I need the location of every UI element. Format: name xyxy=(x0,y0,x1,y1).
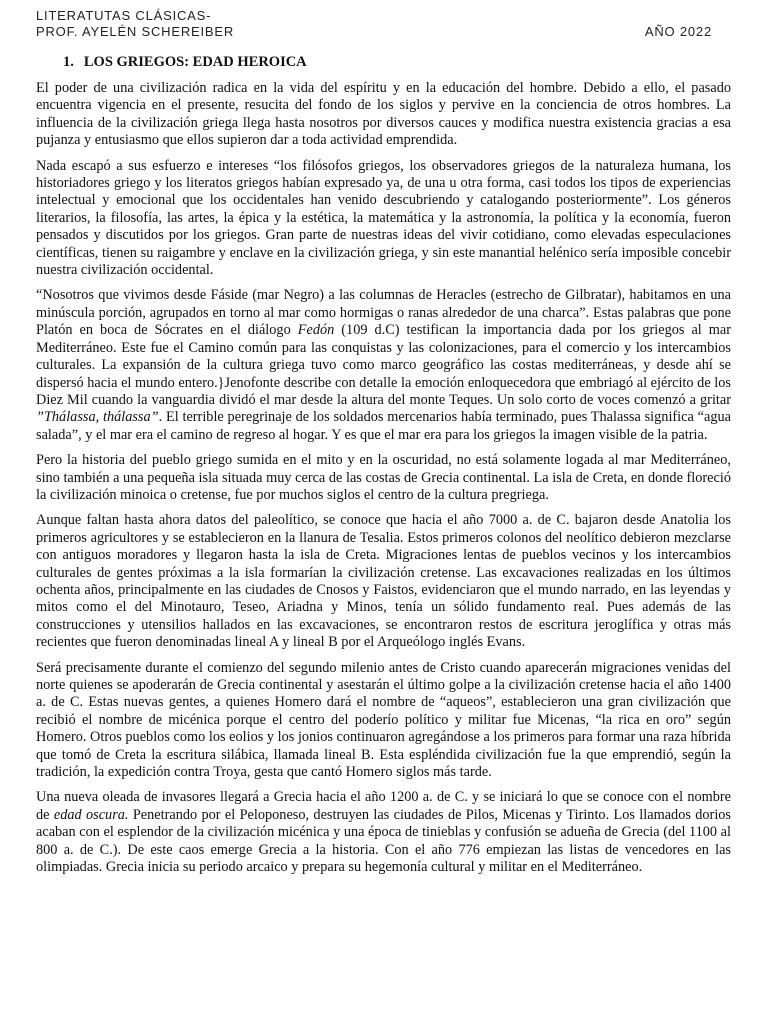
teacher-name: PROF. AYELÉN SCHEREIBER xyxy=(36,24,235,39)
course-title: LITERATUTAS CLÁSICAS- xyxy=(36,8,212,23)
paragraph-7-part-a: Una nueva oleada de invasores llegará a Grecia hacia el año 1200 a. de C. y se iniciará lo que se conoce con el nombre de xyxy=(36,789,731,823)
section-title: LOS GRIEGOS: EDAD HEROICA xyxy=(83,54,307,70)
paragraph-7 xyxy=(36,789,731,876)
paragraph-3-part-a: “Nosotros que vivimos desde Fáside (mar Negro) a las columnas de Heracles (estrecho de Gilbratar), habitamos en una minúscula porción, agrupados en torno al mar como hormigas o ranas alrededor de una charca”. Estas palabras que pone Platón en boca de Sócrates en el diálogo xyxy=(36,287,731,339)
paragraph-5: Aunque faltan hasta ahora datos del paleolítico, se conoce que hacia el año 7000 a. de C. bajaron desde Anatolia los primeros agricultores y se establecieron en la llanura de Tesalia. Estos primeros colonos del neolítico debieron mezclarse con antiguos moradores y llegaron hasta la isla de Creta. Migraciones lentas de pueblos vecinos y los intercambios culturales de gentes próximas a la isla formarían la civilización cretense. Las excavaciones realizadas en los últimos ochenta años, principalmente en las ciudades de Cnosos y Faistos, evidenciaron que el mundo narrado, en las leyendas y mitos como el del Minotauro, Teseo, Ariadna y Minos, tenía un sólido fundamento real. Pues además de las construcciones y utensilios hallados en las excavaciones, se encontraron restos de escritura jeroglífica y otras más recientes que fueron denominadas lineal A y lineal B por el Arqueólogo inglés Evans. xyxy=(36,512,731,651)
thalassa-quote: ”Thálassa, thálassa” xyxy=(36,409,159,426)
paragraph-4: Pero la historia del pueblo griego sumida en el mito y en la oscuridad, no está solamente logada al mar Mediterráneo, sino también a una pequeña isla situada muy cerca de las costas de Grecia continental. La isla de Creta, en donde floreció la civilización minoica o cretense, fue por muchos siglos el centro de la cultura pregriega. xyxy=(36,452,731,503)
paragraph-2: Nada escapó a sus esfuerzo e intereses “los filósofos griegos, los observadores griegos de la naturaleza humana, los historiadores griego y los literatos griegos habían expresado ya, de una u otra forma, casi todos los tipos de experiencias intelectual y emocional que los occidentales han venido descubriendo y catalogando posteriormente”. Los géneros literarios, la filosofía, las artes, la épica y la estética, la matemática y la astronomía, la política y la economía, fueron pensados y discutidos por los griegos. Gran parte de nuestras ideas del vivir cotidiano, como elevadas especulaciones científicas, tienen su raigambre y enclave en la civilización griega, y sin este manantial helénico sería imposible concebir nuestra civilización occidental. xyxy=(36,157,731,279)
header-row xyxy=(36,24,712,40)
document-header xyxy=(36,8,712,40)
paragraph-3 xyxy=(36,287,731,444)
section-number: 1. xyxy=(63,54,74,70)
paragraph-1: El poder de una civilización radica en la vida del espíritu y en la educación del hombre. Debido a ello, el pasado encuentra vigencia en el presente, resucita del fondo de los siglos y pervive en la conciencia de otros hombres. La influencia de la civilización griega llega hasta nosotros por diversos cauces y modifica nuestra existencia gracias a esa pujanza y entusiasmo que ellos supieron dar a toda actividad emprendida. xyxy=(36,80,731,149)
paragraph-7-part-b: Penetrando por el Peloponeso, destruyen las ciudades de Pilos, Micenas y Tirinto. Los llamados dorios acaban con el esplendor de la civilización micénica y una época de tinieblas y confusión se adueña de Grecia (del 1100 al 800 a. de C.). De este caos emerge Grecia a la historia. Con el año 776 empiezan las listas de vencedores en las olimpiadas. Grecia inicia su periodo arcaico y prepara su hegemonía cultural y militar en el Mediterráneo. xyxy=(36,806,731,876)
edad-oscura-term: edad oscura. xyxy=(53,806,129,823)
section-heading xyxy=(63,54,307,71)
paragraph-3-part-c: . El terrible peregrinaje de los soldados mercenarios había terminado, pues Thalassa significa “agua salada”, y el mar era el camino de regreso al hogar. Y es que el mar era para los griegos la imagen visible de la patria. xyxy=(36,409,731,443)
paragraph-6: Será precisamente durante el comienzo del segundo milenio antes de Cristo cuando aparecerán migraciones venidas del norte quienes se apoderarán de Grecia continental y asestarán el último golpe a la civilización cretense hacia el año 1400 a. de C. Estas nuevas gentes, a quienes Homero dará el nombre de “aqueos”, establecieron una gran civilización que recibió el nombre de micénica porque el centro del poderío político y militar fue Micenas, “la rica en oro” según Homero. Otros pueblos como los eolios y los jonios continuaron agregándose a los primeros para formar una raza híbrida que tomó de Creta la escritura silábica, llamada lineal B. Esta espléndida civilización fue la que emprendió, según la tradición, la expedición contra Troya, gesta que cantó Homero siglos más tarde. xyxy=(36,659,731,781)
fedon-title: Fedón xyxy=(297,322,335,339)
document-body xyxy=(36,80,731,884)
paragraph-3-part-b: (109 d.C) testifican la importancia dada por los griegos al mar Mediterráneo. Este fue el Camino común para las conquistas y las colonizaciones, para el comercio y los intercambios culturales. La expansión de la cultura griega tuvo como marco geográfico las costas mediterráneas, y desde ahí se dispersó hacia el mundo entero.}Jenofonte describe con detalle la emoción enloquecedora que embriagó al ejército de los Diez Mil cuando la vanguardia dividó el mar desde la altura del monte Teques. Un solo corto de voces comenzó a gritar xyxy=(36,322,731,408)
year-label: AÑO 2022 xyxy=(644,24,712,39)
